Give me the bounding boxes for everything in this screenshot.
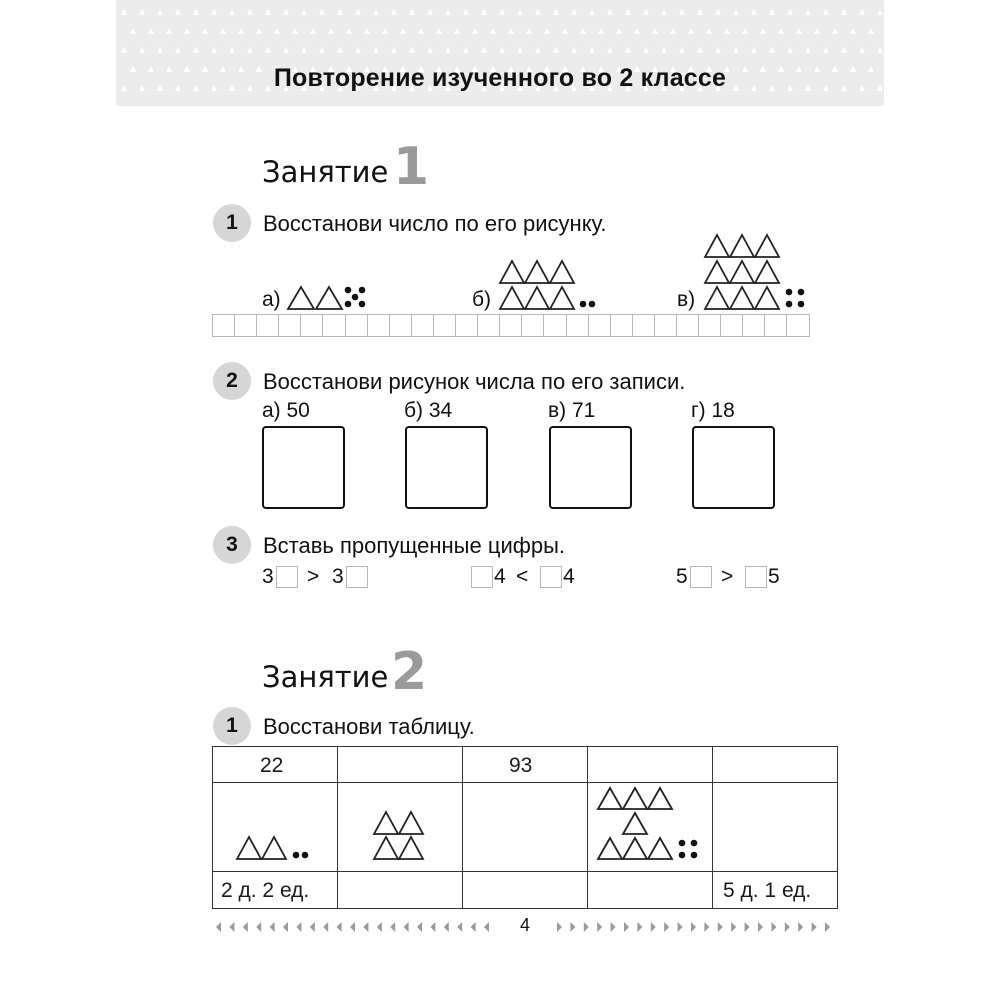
number-picture bbox=[338, 783, 462, 871]
pattern-triangle bbox=[175, 9, 181, 15]
pattern-triangle bbox=[139, 47, 145, 53]
footer-arrow-icon bbox=[584, 922, 589, 932]
pattern-triangle bbox=[319, 9, 325, 15]
footer-arrow-icon bbox=[216, 922, 221, 932]
pattern-triangle bbox=[643, 9, 649, 15]
footer-arrow-icon bbox=[337, 922, 342, 932]
answer-digit-strip[interactable] bbox=[212, 314, 810, 337]
table-cell-number[interactable] bbox=[588, 747, 713, 783]
footer-arrow-icon bbox=[691, 922, 696, 932]
pattern-triangle bbox=[535, 9, 541, 15]
footer-arrow-icon bbox=[611, 922, 616, 932]
pattern-triangle bbox=[634, 28, 640, 34]
footer-arrow-icon bbox=[417, 922, 422, 932]
pattern-triangle bbox=[859, 9, 865, 15]
pattern-triangle bbox=[211, 9, 217, 15]
lesson-2-label: Занятие bbox=[262, 660, 389, 694]
footer-arrow-icon bbox=[310, 922, 315, 932]
pattern-triangle bbox=[364, 28, 370, 34]
cell-value: 2 д. 2 ед. bbox=[221, 879, 310, 902]
pattern-triangle bbox=[625, 9, 631, 15]
answer-digit-cell[interactable] bbox=[632, 314, 655, 337]
pattern-triangle bbox=[805, 9, 811, 15]
pattern-triangle bbox=[814, 28, 820, 34]
answer-digit-cell[interactable] bbox=[300, 314, 323, 337]
footer-arrow-icon bbox=[825, 922, 830, 932]
pattern-triangle bbox=[391, 9, 397, 15]
pattern-triangle bbox=[166, 28, 172, 34]
pattern-triangle bbox=[373, 9, 379, 15]
pattern-triangle bbox=[832, 28, 838, 34]
footer-arrow-icon bbox=[471, 922, 476, 932]
pattern-triangle bbox=[247, 9, 253, 15]
page-number: 4 bbox=[519, 915, 530, 935]
pattern-triangle bbox=[283, 9, 289, 15]
number-table bbox=[212, 746, 838, 909]
answer-digit-cell[interactable] bbox=[610, 314, 633, 337]
footer-arrow-icon bbox=[457, 922, 462, 932]
pattern-triangle bbox=[400, 28, 406, 34]
table-cell-picture bbox=[588, 783, 713, 872]
pattern-triangle bbox=[193, 47, 199, 53]
answer-digit-cell[interactable] bbox=[566, 314, 589, 337]
pattern-triangle bbox=[373, 47, 379, 53]
answer-digit-cell[interactable] bbox=[720, 314, 743, 337]
table-cell-number[interactable] bbox=[713, 747, 838, 783]
answer-digit-cell[interactable] bbox=[764, 314, 787, 337]
task-number-badge: 2 bbox=[213, 362, 251, 400]
pattern-triangle bbox=[220, 28, 226, 34]
pattern-triangle bbox=[355, 47, 361, 53]
pattern-triangle bbox=[454, 28, 460, 34]
pattern-triangle bbox=[490, 28, 496, 34]
pattern-triangle bbox=[184, 28, 190, 34]
pattern-triangle bbox=[121, 9, 127, 15]
pattern-triangle bbox=[409, 9, 415, 15]
pattern-triangle bbox=[409, 47, 415, 53]
comparison-sign: > bbox=[721, 565, 734, 588]
pattern-triangle bbox=[769, 9, 775, 15]
pattern-triangle bbox=[301, 47, 307, 53]
digit-input-box[interactable] bbox=[540, 566, 562, 588]
footer-arrow-icon bbox=[557, 922, 562, 932]
number-label-v: в) 71 bbox=[548, 399, 596, 422]
answer-digit-cell[interactable] bbox=[654, 314, 677, 337]
number-label-a: а) 50 bbox=[262, 399, 310, 422]
pattern-triangle bbox=[337, 9, 343, 15]
footer-arrow-icon bbox=[785, 922, 790, 932]
pattern-triangle bbox=[391, 47, 397, 53]
number-picture bbox=[213, 783, 337, 871]
answer-digit-cell[interactable] bbox=[521, 314, 544, 337]
pattern-triangle bbox=[715, 47, 721, 53]
pattern-triangle bbox=[256, 28, 262, 34]
footer-arrow-icon bbox=[570, 922, 575, 932]
comparison-sign: > bbox=[307, 565, 320, 588]
digit-text: 4 bbox=[494, 565, 506, 588]
footer-arrow-icon bbox=[229, 922, 234, 932]
number-label-b: б) 34 bbox=[404, 399, 453, 422]
pattern-triangle bbox=[616, 28, 622, 34]
pattern-triangle bbox=[526, 28, 532, 34]
pattern-triangle bbox=[778, 28, 784, 34]
pattern-triangle bbox=[670, 28, 676, 34]
pattern-triangle bbox=[823, 9, 829, 15]
pattern-triangle bbox=[328, 28, 334, 34]
pattern-triangle bbox=[427, 47, 433, 53]
pattern-triangle bbox=[481, 9, 487, 15]
pattern-triangle bbox=[607, 47, 613, 53]
pattern-triangle bbox=[445, 47, 451, 53]
pattern-triangle bbox=[238, 28, 244, 34]
drawing-box[interactable] bbox=[692, 426, 775, 509]
pattern-triangle bbox=[427, 9, 433, 15]
pattern-triangle bbox=[733, 9, 739, 15]
pattern-triangle bbox=[688, 28, 694, 34]
answer-digit-cell[interactable] bbox=[588, 314, 611, 337]
answer-digit-cell[interactable] bbox=[411, 314, 434, 337]
footer-arrow-icon bbox=[484, 922, 489, 932]
table-cell-words[interactable] bbox=[463, 872, 588, 909]
answer-digit-cell[interactable] bbox=[345, 314, 368, 337]
answer-digit-cell[interactable] bbox=[367, 314, 390, 337]
answer-digit-cell[interactable] bbox=[742, 314, 765, 337]
footer-arrow-icon bbox=[745, 922, 750, 932]
pattern-triangle bbox=[841, 47, 847, 53]
pattern-triangle bbox=[535, 47, 541, 53]
table-cell-picture-empty[interactable] bbox=[463, 783, 588, 872]
number-picture-a bbox=[285, 280, 375, 314]
pattern-triangle bbox=[697, 47, 703, 53]
pattern-triangle bbox=[571, 47, 577, 53]
digit-input-box[interactable] bbox=[745, 566, 767, 588]
footer-arrow-icon bbox=[430, 922, 435, 932]
footer-arrow-icon bbox=[444, 922, 449, 932]
pattern-triangle bbox=[310, 28, 316, 34]
pattern-triangle bbox=[724, 28, 730, 34]
pattern-triangle bbox=[787, 9, 793, 15]
footer-arrow-icon bbox=[283, 922, 288, 932]
table-cell-picture bbox=[213, 783, 338, 872]
lesson-1-number: 1 bbox=[393, 137, 430, 197]
pattern-triangle bbox=[544, 28, 550, 34]
answer-digit-cell[interactable] bbox=[499, 314, 522, 337]
digit-input-box[interactable] bbox=[690, 566, 712, 588]
pattern-triangle bbox=[508, 28, 514, 34]
drawing-box[interactable] bbox=[549, 426, 632, 509]
footer-arrow-icon bbox=[758, 922, 763, 932]
footer-arrow-icon bbox=[256, 922, 261, 932]
task-number-badge: 1 bbox=[213, 707, 251, 745]
pattern-triangle bbox=[472, 28, 478, 34]
task-number-badge: 1 bbox=[213, 204, 251, 242]
pattern-triangle bbox=[553, 9, 559, 15]
pattern-triangle bbox=[283, 47, 289, 53]
lesson-1-label: Занятие bbox=[262, 155, 389, 189]
pattern-triangle bbox=[130, 28, 136, 34]
item-label-a: а) bbox=[262, 288, 281, 311]
pattern-triangle bbox=[598, 28, 604, 34]
pattern-triangle bbox=[157, 9, 163, 15]
task-text: Восстанови рисунок числа по его записи. bbox=[263, 369, 686, 394]
pattern-triangle bbox=[121, 47, 127, 53]
pattern-triangle bbox=[229, 9, 235, 15]
task-text: Восстанови таблицу. bbox=[263, 714, 475, 739]
table-cell-words[interactable] bbox=[588, 872, 713, 909]
footer-arrow-row-right bbox=[553, 921, 840, 933]
pattern-triangle bbox=[643, 47, 649, 53]
pattern-triangle bbox=[841, 9, 847, 15]
pattern-triangle bbox=[787, 47, 793, 53]
pattern-triangle bbox=[679, 47, 685, 53]
answer-digit-cell[interactable] bbox=[256, 314, 279, 337]
pattern-triangle bbox=[751, 47, 757, 53]
answer-digit-cell[interactable] bbox=[698, 314, 721, 337]
footer-arrow-row-left bbox=[212, 921, 497, 933]
footer-arrow-icon bbox=[597, 922, 602, 932]
answer-digit-cell[interactable] bbox=[278, 314, 301, 337]
footer-arrow-icon bbox=[377, 922, 382, 932]
drawing-box[interactable] bbox=[262, 426, 345, 509]
pattern-triangle bbox=[499, 9, 505, 15]
pattern-triangle bbox=[715, 9, 721, 15]
drawing-box[interactable] bbox=[405, 426, 488, 509]
footer-arrow-icon bbox=[664, 922, 669, 932]
answer-digit-cell[interactable] bbox=[477, 314, 500, 337]
pattern-triangle bbox=[769, 47, 775, 53]
pattern-triangle bbox=[571, 9, 577, 15]
comparison-sign: < bbox=[516, 565, 529, 588]
footer-arrow-icon bbox=[390, 922, 395, 932]
pattern-triangle bbox=[211, 47, 217, 53]
pattern-triangle bbox=[661, 9, 667, 15]
footer-arrow-icon bbox=[270, 922, 275, 932]
footer-arrow-icon bbox=[323, 922, 328, 932]
footer-arrow-icon bbox=[798, 922, 803, 932]
pattern-triangle bbox=[265, 9, 271, 15]
task-number-badge: 3 bbox=[213, 526, 251, 564]
pattern-triangle bbox=[553, 47, 559, 53]
number-label-g: г) 18 bbox=[691, 399, 735, 422]
table-cell-number[interactable] bbox=[463, 747, 588, 783]
footer-arrow-icon bbox=[812, 922, 817, 932]
pattern-triangle bbox=[193, 9, 199, 15]
pattern-triangle bbox=[733, 47, 739, 53]
pattern-triangle bbox=[436, 28, 442, 34]
number-picture-b bbox=[495, 256, 605, 314]
page-title: Повторение изученного во 2 классе bbox=[273, 64, 727, 92]
footer-arrow-icon bbox=[243, 922, 248, 932]
footer-arrow-icon bbox=[731, 922, 736, 932]
table-cell-picture-empty[interactable] bbox=[713, 783, 838, 872]
digit-text: 3 bbox=[262, 565, 274, 588]
pattern-triangle bbox=[463, 9, 469, 15]
digit-text: 3 bbox=[332, 565, 344, 588]
pattern-triangle bbox=[175, 47, 181, 53]
pattern-triangle bbox=[202, 28, 208, 34]
answer-digit-cell[interactable] bbox=[455, 314, 478, 337]
pattern-triangle bbox=[463, 47, 469, 53]
footer-arrow-icon bbox=[771, 922, 776, 932]
pattern-triangle bbox=[868, 28, 874, 34]
pattern-triangle bbox=[229, 47, 235, 53]
footer-arrow-icon bbox=[637, 922, 642, 932]
pattern-triangle bbox=[850, 28, 856, 34]
pattern-triangle bbox=[796, 28, 802, 34]
pattern-triangle bbox=[265, 47, 271, 53]
cell-value: 22 bbox=[260, 754, 284, 777]
pattern-triangle bbox=[697, 9, 703, 15]
pattern-triangle bbox=[805, 47, 811, 53]
pattern-triangle bbox=[382, 28, 388, 34]
table-cell-number[interactable] bbox=[338, 747, 463, 783]
footer-arrow-icon bbox=[296, 922, 301, 932]
answer-digit-cell[interactable] bbox=[234, 314, 257, 337]
digit-text: 5 bbox=[676, 565, 688, 588]
footer-arrow-icon bbox=[678, 922, 683, 932]
pattern-triangle bbox=[337, 47, 343, 53]
answer-digit-cell[interactable] bbox=[676, 314, 699, 337]
pattern-triangle bbox=[706, 28, 712, 34]
digit-text: 4 bbox=[563, 565, 575, 588]
pattern-triangle bbox=[274, 28, 280, 34]
task-text: Восстанови число по его рисунку. bbox=[263, 211, 607, 236]
footer-arrow-icon bbox=[651, 922, 656, 932]
table-cell-number[interactable] bbox=[213, 747, 338, 783]
pattern-triangle bbox=[517, 9, 523, 15]
lesson-2-number: 2 bbox=[391, 642, 428, 702]
pattern-triangle bbox=[292, 28, 298, 34]
pattern-triangle bbox=[679, 9, 685, 15]
pattern-triangle bbox=[517, 47, 523, 53]
footer-arrow-icon bbox=[624, 922, 629, 932]
footer-arrow-icon bbox=[363, 922, 368, 932]
number-picture bbox=[588, 783, 712, 871]
table-cell-words[interactable] bbox=[713, 872, 838, 909]
pattern-triangle bbox=[877, 9, 883, 15]
digit-input-box[interactable] bbox=[471, 566, 493, 588]
footer-arrow-icon bbox=[704, 922, 709, 932]
pattern-triangle bbox=[580, 28, 586, 34]
answer-digit-cell[interactable] bbox=[212, 314, 235, 337]
task-text: Вставь пропущенные цифры. bbox=[263, 533, 565, 558]
pattern-triangle bbox=[607, 9, 613, 15]
pattern-triangle bbox=[760, 28, 766, 34]
digit-text: 5 bbox=[768, 565, 780, 588]
pattern-triangle bbox=[499, 47, 505, 53]
table-cell-words[interactable] bbox=[213, 872, 338, 909]
footer-arrow-icon bbox=[718, 922, 723, 932]
footer-arrow-icon bbox=[404, 922, 409, 932]
pattern-triangle bbox=[823, 47, 829, 53]
pattern-triangle bbox=[247, 47, 253, 53]
pattern-triangle bbox=[346, 28, 352, 34]
pattern-triangle bbox=[652, 28, 658, 34]
item-label-v: в) bbox=[677, 288, 696, 311]
answer-digit-cell[interactable] bbox=[543, 314, 566, 337]
answer-digit-cell[interactable] bbox=[322, 314, 345, 337]
pattern-triangle bbox=[877, 47, 883, 53]
pattern-triangle bbox=[589, 47, 595, 53]
pattern-triangle bbox=[661, 47, 667, 53]
header-band bbox=[116, 0, 884, 106]
answer-digit-cell[interactable] bbox=[433, 314, 456, 337]
digit-input-box[interactable] bbox=[346, 566, 368, 588]
pattern-triangle bbox=[139, 9, 145, 15]
pattern-triangle bbox=[562, 28, 568, 34]
pattern-triangle bbox=[859, 47, 865, 53]
pattern-triangle bbox=[742, 28, 748, 34]
table-cell-picture bbox=[338, 783, 463, 872]
pattern-triangle bbox=[418, 28, 424, 34]
digit-input-box[interactable] bbox=[276, 566, 298, 588]
table-cell-words[interactable] bbox=[338, 872, 463, 909]
pattern-triangle bbox=[157, 47, 163, 53]
pattern-triangle bbox=[589, 9, 595, 15]
pattern-triangle bbox=[481, 47, 487, 53]
pattern-triangle bbox=[355, 9, 361, 15]
footer-arrow-icon bbox=[350, 922, 355, 932]
item-label-b: б) bbox=[472, 288, 492, 311]
number-picture-v bbox=[700, 230, 812, 314]
answer-digit-cell[interactable] bbox=[389, 314, 412, 337]
pattern-triangle bbox=[301, 9, 307, 15]
pattern-triangle bbox=[148, 28, 154, 34]
pattern-triangle bbox=[751, 9, 757, 15]
answer-digit-cell[interactable] bbox=[786, 314, 809, 337]
pattern-triangle bbox=[319, 47, 325, 53]
pattern-triangle bbox=[625, 47, 631, 53]
pattern-triangle bbox=[445, 9, 451, 15]
cell-value: 93 bbox=[509, 754, 533, 777]
cell-value: 5 д. 1 ед. bbox=[723, 879, 812, 902]
